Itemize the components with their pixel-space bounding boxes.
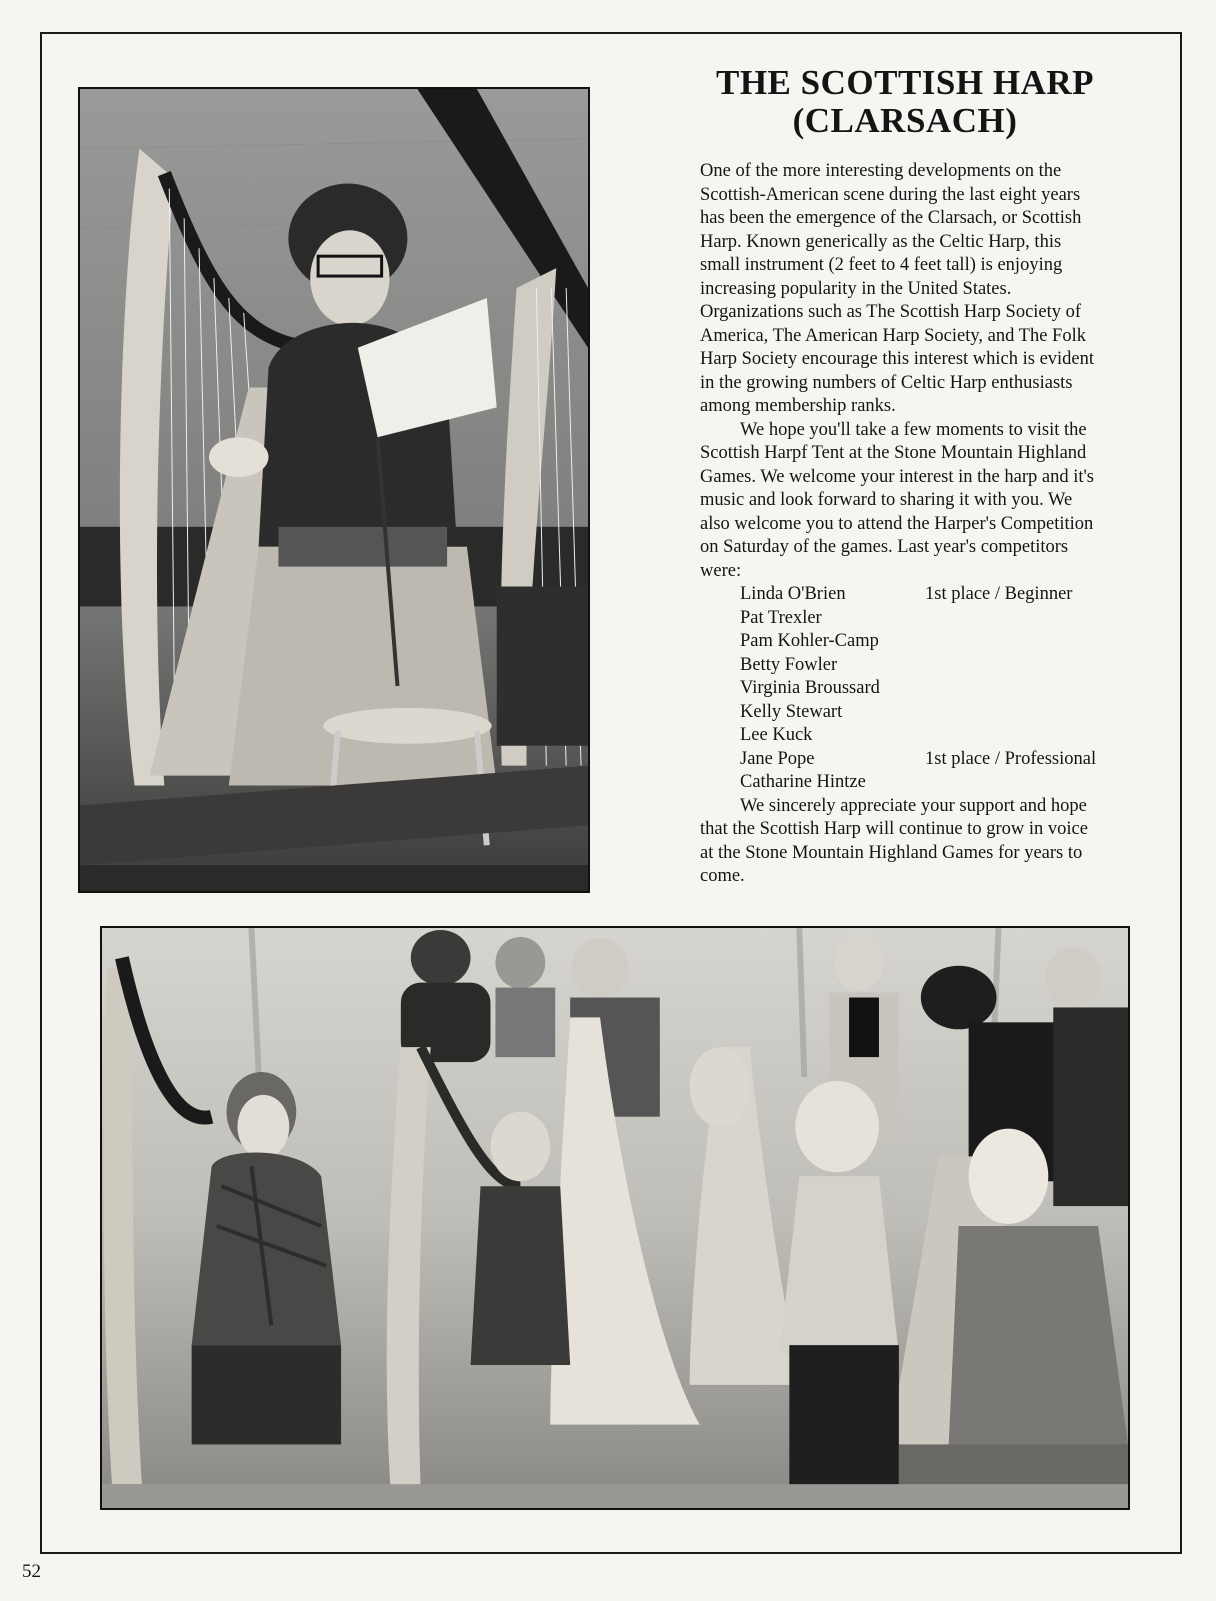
competitor-name: Linda O'Brien [740,584,846,604]
competitor-item [740,607,1105,631]
intro-paragraph: One of the more interesting developments on the Scottish-American scene during the last eight years has been the emergence of the Clarsach, or Scottish Harp. Known generically as the Celtic Harp, this small instrument (2 feet to 4 feet tall) is enjoying increasing popularity in the United States. Organizations such as The Scottish Harp Society of America, The American Harp Society, and The Folk Harp Society encourage this interest which is evident in the growing numbers of Celtic Harp enthusiasts among membership ranks. [700,161,1095,416]
harp-group-photo-image [102,928,1128,1508]
title-line-2: (CLARSACH) [792,101,1018,140]
competitor-item [740,583,1105,607]
competitor-name: Kelly Stewart [740,701,843,722]
competitor-name: Virginia Broussard [740,678,880,698]
title-line-1: THE SCOTTISH HARP [715,63,1095,102]
competitor-item [740,771,1105,795]
page-number: 52 [22,1561,41,1582]
competitor-name: Jane Pope [740,748,815,769]
competitor-item [740,724,1105,748]
competitor-item [740,748,1105,772]
competitor-name: Lee Kuck [740,725,813,745]
article-body [700,160,1105,889]
article-title [650,64,1160,140]
invitation-paragraph: We hope you'll take a few moments to visit the Scottish Harpf Tent at the Stone Mountain Highland Games. We welcome your interest in the harp and it's music and look forward to sharing it with you. We also welcome you to attend the Harper's Competition on Saturday of the games. Last year's competitors were: [700,419,1095,581]
competitor-name: Betty Fowler [740,654,838,675]
competitor-item [740,701,1105,725]
harpist-photo [78,87,590,893]
competitor-item [740,654,1105,678]
harpist-photo-image [80,89,588,891]
competitor-place: 1st place / Professional [925,748,1097,769]
competitor-item [740,677,1105,701]
harp-group-photo [100,926,1130,1510]
competitor-name: Pat Trexler [740,607,822,628]
competitor-place: 1st place / Beginner [925,584,1073,604]
closing-paragraph: We sincerely appreciate your support and hope that the Scottish Harp will continue to grow in voice at the Stone Mountain Highland Games for years to come. [700,795,1088,886]
competitor-name: Pam Kohler-Camp [740,631,879,651]
competitor-item [740,630,1105,654]
competitor-list [700,583,1105,795]
competitor-name: Catharine Hintze [740,772,866,792]
